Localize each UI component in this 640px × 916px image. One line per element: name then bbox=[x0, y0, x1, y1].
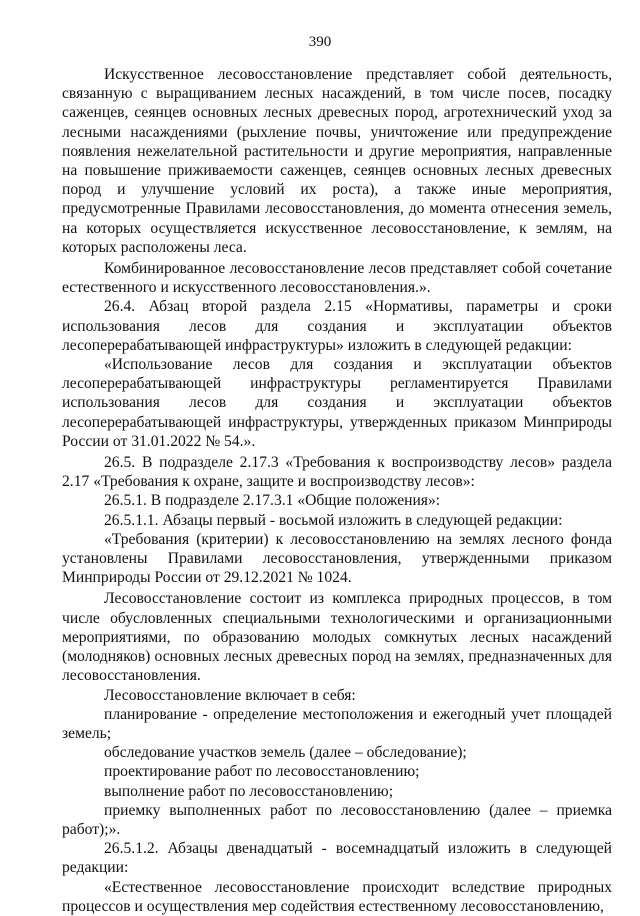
list-item-execution: выполнение работ по лесовосстановлению; bbox=[104, 782, 394, 800]
list-item-planning: планирование - определение местоположения и ежегодный учет площадей земель; bbox=[62, 705, 612, 742]
paragraph-26-4: 26.4. Абзац второй раздела 2.15 «Нормативы, параметры и сроки использования лесов для создания и эксплуатации объектов лесоперерабатывающей инфраструктуры» изложить в следующей редакции: bbox=[62, 298, 612, 354]
paragraph-combined-reforestation: Комбинированное лесовосстановление лесов представляет собой сочетание естественного и искусственного лесовосстановления.». bbox=[62, 260, 612, 297]
list-item-design: проектирование работ по лесовосстановлению; bbox=[104, 763, 420, 781]
paragraph-reforestation-includes: Лесовосстановление включает в себя: bbox=[104, 686, 356, 704]
paragraph-26-5-1-1: 26.5.1.1. Абзацы первый - восьмой изложить в следующей редакции: bbox=[104, 511, 563, 529]
paragraph-26-5-1: 26.5.1. В подразделе 2.17.3.1 «Общие положения»: bbox=[104, 492, 441, 510]
paragraph-26-5-1-2: 26.5.1.2. Абзацы двенадцатый - восемнадцатый изложить в следующей редакции: bbox=[62, 840, 612, 877]
paragraph-26-5: 26.5. В подразделе 2.17.3 «Требования к воспроизводству лесов» раздела 2.17 «Требования к охране, защите и воспроизводству лесов»: bbox=[62, 454, 612, 491]
document-body bbox=[62, 65, 612, 916]
list-item-acceptance: приемку выполненных работ по лесовосстановлению (далее – приемка работ);». bbox=[62, 801, 612, 838]
paragraph-requirements: «Требования (критерии) к лесовосстановлению на землях лесного фонда установлены Правилами лесовосстановления, утвержденными приказом Минприроды России от 29.12.2021 № 1024. bbox=[62, 530, 612, 587]
page-number: 390 bbox=[308, 34, 332, 50]
paragraph-26-4-text: «Использование лесов для создания и эксплуатации объектов лесоперерабатывающей инфраструктуры регламентируется Правилами использования лесов для создания и эксплуатации объектов лесоперерабатывающей инфраструктуры, утвержденных приказом Минприроды России от 31.01.2022 № 54.». bbox=[62, 356, 612, 450]
paragraph-artificial-reforestation: Искусственное лесовосстановление представляет собой деятельность, связанную с выращиванием лесных насаждений, в том числе посев, посадку саженцев, сеянцев основных лесных древесных пород, агротехнический уход за лесными насаждениями (рыхление почвы, уничтожение или предупреждение появления нежелательной растительности и другие мероприятия, направленные на повышение приживаемости саженцев, сеянцев основных лесных древесных пород и улучшение условий их роста), а также иные мероприятия, предусмотренные Правилами лесовосстановления, до момента отнесения земель, на которых осуществляется искусственное лесовосстановление, к землям, на которых расположены леса. bbox=[62, 66, 612, 256]
list-item-survey: обследование участков земель (далее – обследование); bbox=[104, 744, 467, 762]
paragraph-reforestation-definition: Лесовосстановление состоит из комплекса природных процессов, в том числе обусловленных специальными технологическими и организационными мероприятиями, по образованию молодых сомкнутых лесных насаждений (молодняков) основных лесных древесных пород на землях, предназначенных для лесовосстановления. bbox=[62, 590, 612, 685]
paragraph-natural-reforestation: «Естественное лесовосстановление происходит вследствие природных процессов и осуществления мер содействия естественному лесовосстановлению, bbox=[62, 878, 612, 915]
